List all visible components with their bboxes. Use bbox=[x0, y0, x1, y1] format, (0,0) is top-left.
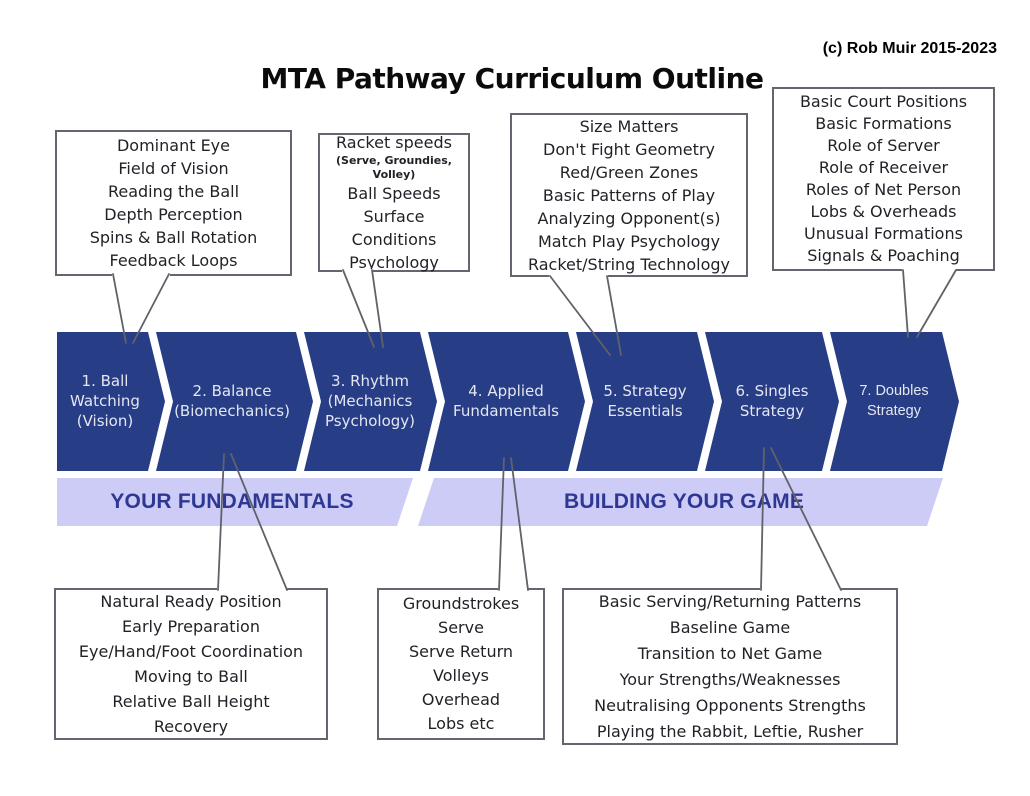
callout-racket-speeds-title: Racket speeds bbox=[336, 132, 452, 152]
callout-racket-speeds-text: Ball Speeds Surface Conditions Psychology bbox=[347, 183, 441, 272]
callout-doubles-strategy bbox=[772, 87, 995, 271]
callout-racket-speeds bbox=[318, 133, 470, 272]
banner-your-fundamentals-label: YOUR FUNDAMENTALS bbox=[110, 490, 354, 513]
callout-vision-text: Dominant Eye Field of Vision Reading the Ball Depth Perception Spins & Ball Rotation Feedback Loops bbox=[89, 136, 258, 270]
callout-doubles-strategy-text: Basic Court Positions Basic Formations Role of Server Role of Receiver Roles of Net Person Lobs & Overheads Unusual Formations Signals & Poaching bbox=[799, 92, 968, 265]
callout-applied-fundamentals-text: Groundstrokes Serve Serve Return Volleys Overhead Lobs etc bbox=[402, 594, 520, 733]
chevron-label-6-text: 6. Singles Strategy bbox=[735, 382, 809, 420]
copyright-notice: (c) Rob Muir 2015-2023 bbox=[822, 40, 997, 57]
chevron-label-2-text: 2. Balance (Biomechanics) bbox=[174, 382, 290, 420]
chevron-label-3 bbox=[300, 371, 440, 431]
chevron-label-1 bbox=[45, 371, 165, 431]
chevron-label-1-text: 1. Ball Watching (Vision) bbox=[70, 372, 140, 430]
callout-singles-strategy bbox=[562, 588, 898, 745]
chevron-label-2 bbox=[162, 381, 302, 421]
callout-balance bbox=[54, 588, 328, 740]
callout-balance-text: Natural Ready Position Early Preparation Eye/Hand/Foot Coordination Moving to Ball Relative Ball Height Recovery bbox=[78, 592, 304, 736]
chevron-label-3-text: 3. Rhythm (Mechanics Psychology) bbox=[325, 372, 415, 430]
chevron-label-6 bbox=[702, 381, 842, 421]
page-title: MTA Pathway Curriculum Outline bbox=[260, 62, 764, 95]
callout-singles-strategy-text: Basic Serving/Returning Patterns Baseline Game Transition to Net Game Your Strengths/Weaknesses Neutralising Opponents Strengths Playing the Rabbit, Leftie, Rusher bbox=[594, 591, 866, 741]
chevron-label-5 bbox=[575, 381, 715, 421]
callout-racket-speeds-subtitle: (Serve, Groundies, Volley) bbox=[336, 153, 452, 181]
chevron-label-4 bbox=[436, 381, 576, 421]
callout-strategy-essentials bbox=[510, 113, 748, 277]
chevron-label-5-text: 5. Strategy Essentials bbox=[603, 382, 687, 420]
chevron-label-7-text: 7. Doubles Strategy bbox=[859, 383, 929, 419]
callout-vision bbox=[55, 130, 292, 276]
chevron-label-4-text: 4. Applied Fundamentals bbox=[453, 382, 559, 420]
chevron-label-7 bbox=[824, 381, 964, 421]
callout-strategy-essentials-text: Size Matters Don't Fight Geometry Red/Green Zones Basic Patterns of Play Analyzing Opponent(s) Match Play Psychology Racket/String Technology bbox=[527, 116, 731, 274]
banner-building-your-game-label: BUILDING YOUR GAME bbox=[563, 490, 805, 513]
callout-applied-fundamentals bbox=[377, 588, 545, 740]
